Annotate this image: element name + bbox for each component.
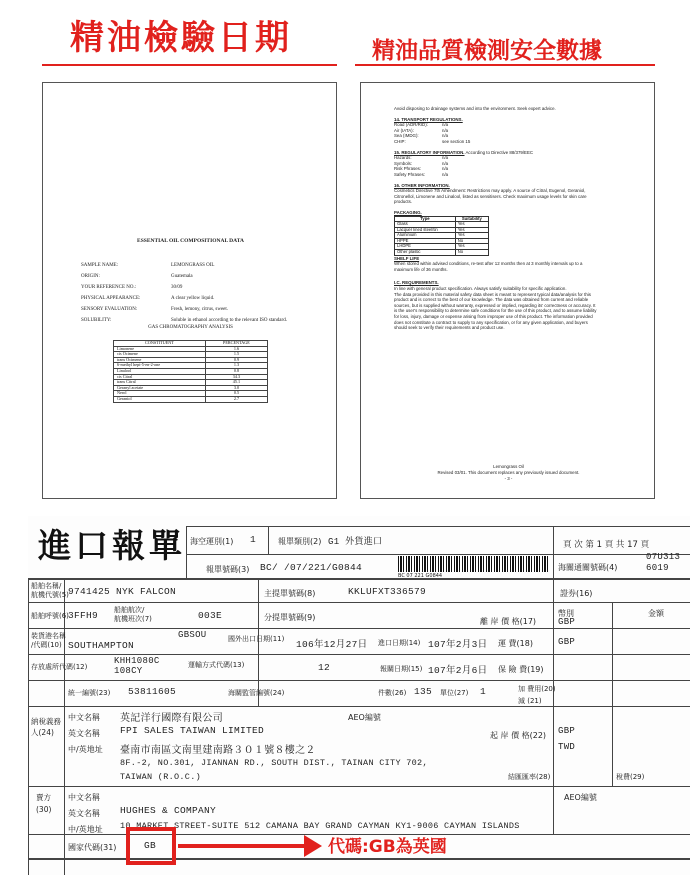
col-constituent: CONSTITUENT [114, 341, 206, 347]
s15-row-value: n/a [442, 166, 449, 172]
constituent-cell: 6-methyl hept-5-en-2-one [114, 363, 206, 369]
seller-en-label: 英文名稱 [68, 809, 100, 818]
country-label: 國家代碼(31) [68, 843, 117, 852]
packages-label: 件數(26) [378, 689, 407, 697]
s15-row-label: Risk Phrases: [394, 166, 422, 172]
country-highlight-box [126, 827, 176, 865]
constituent-cell: Geraniol [114, 396, 206, 402]
en-name-value: FPI SALES TAIWAN LIMITED [120, 725, 265, 736]
constituent-cell: cis Citral [114, 374, 206, 380]
addr-label: 中/英地址 [68, 745, 103, 754]
s16-title: 16. OTHER INFORMATION. [394, 182, 450, 188]
coa-row-label: SOLUBILITY: [81, 318, 112, 323]
req-text [394, 286, 624, 331]
barcode [398, 556, 548, 572]
unit-label: 單位(27) [440, 689, 469, 697]
currency-label: 幣別 [558, 609, 574, 618]
pack-suit-cell: Yes [455, 227, 488, 233]
en-name-label: 英文名稱 [68, 729, 100, 738]
pack-type-cell: Lacquer lined steel/tin [395, 227, 456, 233]
coa-row [81, 296, 321, 307]
cif-value: GBP [558, 726, 576, 736]
coa-row [81, 307, 321, 318]
req-line: should seek to verify their requirements and product use. [394, 325, 505, 331]
entry-date-value: 107年2月3日 [428, 639, 488, 650]
seller-en-value: HUGHES & COMPANY [120, 805, 217, 816]
hbl-label: 分提單號碼(9) [264, 613, 316, 622]
decl-date-label: 報關日期(15) [380, 665, 423, 673]
sds-footer1: Lemongrass Oil [493, 464, 524, 469]
customs-code-value: 1 [250, 534, 257, 545]
voyage-label: 船舶航次/ 航機班次(7) [114, 606, 152, 623]
seller-addr-label: 中/英地址 [68, 825, 103, 834]
percentage-cell: 1.5 [205, 352, 267, 358]
import-declaration-form [28, 516, 690, 875]
s14-row-value: n/a [442, 133, 449, 139]
s14-row-label: Road (ADR/RID): [394, 122, 428, 128]
s14-row-value: see section 15 [442, 138, 471, 144]
coa-row-value: Soluble in ethanol according to the relevant ISO standard. [171, 318, 287, 323]
customs-code-label: 海空運別(1) [190, 537, 234, 546]
shelf-text [394, 261, 624, 272]
constituent-cell: trans Citral [114, 380, 206, 386]
seller-cn-label: 中文名稱 [68, 793, 100, 802]
req-line: The data provided in this material safety data sheet is meant to represent typical data/analysis for this [394, 291, 591, 297]
s16-text [394, 188, 624, 205]
pack-type-cell: Glass [395, 222, 456, 228]
packaging-table [394, 216, 489, 256]
packages-value: 135 [414, 686, 433, 697]
pack-type-cell: HPPE [395, 238, 456, 244]
percentage-cell: 34.3 [205, 374, 267, 380]
addr-cn-value: 臺南市南區文南里建南路３０１號８樓之２ [120, 745, 316, 756]
coa-row-value: A clear yellow liquid. [171, 296, 215, 301]
decl-type-label: 報單類別(2) [278, 537, 322, 546]
voyage-value: 003E [198, 610, 223, 621]
coa-row-label: SENSORY EVALUATION: [81, 307, 138, 312]
page-indicator: 頁 次 第 1 頁 共 17 頁 [563, 540, 650, 550]
entry-date-label: 進口日期(14) [378, 639, 421, 647]
coa-row-value: Guatemala [171, 274, 193, 279]
percentage-cell: 0.9 [205, 357, 267, 363]
store-value: KHH1080C 108CY [114, 656, 160, 676]
import-date-label: 國外出口日期(11) [228, 635, 285, 643]
coa-row [81, 263, 321, 274]
constituents-table [113, 340, 268, 403]
decl-no-value: BC/ /07/221/G0844 [260, 562, 363, 573]
add-fee-label: 加 費用(20) [518, 685, 556, 693]
coa-row [81, 285, 321, 296]
s16-line: products. [394, 199, 413, 205]
s14-row-value: n/a [442, 127, 449, 133]
shelf-line: maximum life of 36 months. [394, 266, 448, 272]
s15-row-label: Hazards: [394, 155, 412, 161]
s14-row [394, 139, 624, 145]
twd-value: TWD [558, 742, 576, 752]
bl-label: 主提單號碼(8) [264, 589, 316, 598]
import-date-value: 106年12月27日 [296, 639, 368, 650]
percentage-cell: 3.0 [205, 385, 267, 391]
customs-no-label: 海關通關號碼(4) [558, 563, 618, 572]
seller-addr-value: 10 MARKET STREET-SUITE 512 CAMANA BAY GRAND CAYMAN KY1-9006 CAYMAN ISLANDS [120, 821, 520, 831]
importer-side-label: 納稅義務人(24) [31, 717, 61, 737]
constituent-cell: trans Ocimene [114, 357, 206, 363]
constituent-cell: Geranyl acetate [114, 385, 206, 391]
percentage-cell: 0.5 [205, 391, 267, 397]
percentage-cell: 45.1 [205, 380, 267, 386]
table-row [114, 396, 268, 402]
s14-title: 14. TRANSPORT REGULATIONS. [394, 116, 463, 122]
s15-title: 15. REGULATORY INFORMATION. [394, 149, 465, 155]
s14-rows [394, 122, 624, 144]
aeo2-label: AEO編號 [564, 793, 597, 802]
s16-line: Cosmetics Directive 7th Amendment: Restrictions may apply. A source of Citral, Eugenol, Geraniol, [394, 188, 586, 194]
s15-row-value: n/a [442, 160, 449, 166]
coa-row [81, 274, 321, 285]
call-label: 船舶呼號(6) [31, 612, 69, 620]
gc-title: GAS CHROMATOGRAPHY ANALYSIS [148, 325, 233, 330]
percentage-cell: 1.6 [205, 346, 267, 352]
pack-suit-cell: Yes [455, 222, 488, 228]
coa-row-value: 30/09 [171, 285, 183, 290]
sub-fee-label: 減 (21) [518, 697, 542, 705]
req-line: does not constitute a contract to supply to any specification, or for any given application, and buyers [394, 319, 588, 325]
req-line: for loss, injury, damage or expense arising from improper use of this product. The information provided [394, 314, 593, 319]
heading-left: 精油檢驗日期 [70, 18, 292, 58]
constituent-cell: Nerol [114, 391, 206, 397]
s14-row-value: n/a [442, 122, 449, 128]
customs-no-value: 07U313 6019 [646, 552, 681, 573]
pack-type-cell: Other plastic [395, 250, 456, 256]
seq-label: 證券(16) [560, 589, 593, 598]
supervise-label: 海關監管編號(24) [228, 689, 285, 697]
barcode-text: BC 07 221 G0844 [398, 573, 443, 579]
currency-value: GBP [558, 617, 576, 627]
ship-label: 船舶名稱/ 航機代號(5) [31, 582, 69, 599]
coa-row-label: ORIGIN: [81, 274, 100, 279]
sds-line0: Avoid disposing to drainage systems and into the environment. Seek expert advice. [394, 106, 556, 111]
s14-row-label: Air (IATA): [394, 127, 414, 133]
ship-value: 9741425 NYK FALCON [68, 586, 177, 597]
constituent-cell: cis Ocimene [114, 352, 206, 358]
addr-en2-value: TAIWAN (R.O.C.) [120, 772, 202, 782]
shelf-title: SHELF LIFE [394, 255, 420, 261]
pack-suit-cell: No [455, 250, 488, 256]
port-label: 裝貨港名稱 /代碼(10) [31, 632, 66, 649]
req-line: is the user's responsibility to determine safe conditions for the use of this product, and to assume liability [394, 308, 597, 314]
form-title: 進口報單 [38, 526, 186, 565]
amount-label: 金額 [648, 609, 664, 618]
call-value: 3FFH9 [68, 610, 99, 621]
s15-row-value: n/a [442, 171, 449, 177]
req-line: In line with general product specification. Always satisfy suitability for specific application. [394, 286, 567, 292]
transport-label: 運輸方式代碼(13) [188, 661, 245, 669]
sds-footer2: Revised 03/01. This document replaces any previously issued document. [437, 470, 580, 475]
s15-row-label: Safety Phrases: [394, 171, 425, 177]
coa-row-label: SAMPLE NAME: [81, 263, 119, 268]
cif-label: 起 岸 價 格(22) [490, 731, 547, 740]
req-title: I.C. REQUIREMENTS. [394, 280, 439, 286]
coa-rows [81, 263, 321, 329]
exrate-label: 結匯匯率(28) [508, 773, 551, 781]
s14-row-label: Sea (IMDG): [394, 133, 419, 139]
sds-footer3: - 3 - [504, 476, 513, 481]
pack-title: PACKAGING. [394, 209, 422, 215]
heading-left-underline [42, 64, 337, 66]
s15-row-label: Symbols: [394, 160, 413, 166]
s15-row-value: n/a [442, 155, 449, 161]
decl-no-label: 報單號碼(3) [206, 565, 250, 574]
pack-col-suit: Suitability [455, 216, 488, 222]
freight-label: 運 費(18) [498, 639, 533, 648]
uni-value: 53811605 [128, 686, 177, 697]
cn-name-value: 英記洋行國際有限公司 [120, 713, 223, 724]
cn-name-label: 中文名稱 [68, 713, 100, 722]
port-code: GBSOU [178, 630, 207, 640]
coa-row-value: LEMONGRASS OIL [171, 263, 215, 268]
coa-title: ESSENTIAL OIL COMPOSITIONAL DATA [137, 238, 244, 244]
heading-right: 精油品質檢測安全數據 [372, 38, 602, 64]
freight-value: GBP [558, 637, 576, 647]
tax-label: 稅費(29) [616, 773, 645, 781]
col-percentage: PERCENTAGE [205, 341, 267, 347]
insurance-label: 保 險 費(19) [498, 665, 544, 674]
constituent-cell: Linalool [114, 368, 206, 374]
country-annotation: 代碼:GB為英國 [328, 837, 447, 857]
port-value: SOUTHAMPTON [68, 640, 135, 651]
decl-type-value: G1 外貨進口 [328, 537, 383, 547]
percentage-cell: 0.8 [205, 368, 267, 374]
store-label: 存放處所代碼(12) [31, 663, 88, 671]
sds-body [394, 106, 624, 331]
pack-suit-cell: Yes [455, 244, 488, 250]
seller-side-label: 賣方(30) [36, 793, 52, 814]
country-value: GB [144, 840, 157, 851]
coa-row-label: YOUR REFERENCE NO.: [81, 285, 137, 290]
decl-date-value: 107年2月6日 [428, 665, 488, 676]
shelf-line: When stored within advised conditions, re-test after 12 months then at 3 monthly intervals up to a [394, 261, 583, 267]
coa-row-value: Fresh, lemony, citrus, sweet. [171, 307, 229, 312]
unit-value: 1 [480, 686, 487, 697]
req-line: product and is correct to the best of our knowledge. The data was obtained from current and reliable [394, 297, 589, 303]
pack-type-cell: Aluminium [395, 233, 456, 239]
fob-label: 離 岸 價 格(17) [480, 617, 537, 626]
percentage-cell: 1.3 [205, 363, 267, 369]
arrow-line [178, 844, 308, 848]
pack-col-type: Type [395, 216, 456, 222]
s15-row [394, 172, 624, 178]
pack-type-cell: LHDPE [395, 244, 456, 250]
req-line: sources, but is supplied without warranty, expressed or implied, regarding its' correctness or accuracy. It [394, 302, 596, 308]
aeo-label: AEO編號 [348, 713, 381, 722]
pack-suit-cell: No [455, 238, 488, 244]
table-row [395, 250, 489, 256]
s16-line: Citronellol, Limonene and Linalool, listed as sensitisers. Check maximum usage levels for skin care [394, 193, 587, 199]
percentage-cell: 2.7 [205, 396, 267, 402]
bl-value: KKLUFXT336579 [348, 586, 427, 597]
s15-rows [394, 155, 624, 177]
heading-right-underline [355, 64, 655, 66]
arrow-head-icon [304, 835, 322, 857]
coa-row-label: PHYSICAL APPEARANCE: [81, 296, 141, 301]
pack-suit-cell: Yes [455, 233, 488, 239]
addr-en-value: 8F.-2, NO.301, JIANNAN RD., SOUTH DIST., TAINAN CITY 702, [120, 758, 428, 768]
transport-value: 12 [318, 662, 331, 673]
s15-note: According to Directive 88/379/EEC [465, 149, 534, 155]
coa-document [42, 82, 337, 499]
sds-document [360, 82, 655, 499]
uni-label: 統一編號(23) [68, 689, 111, 697]
constituent-cell: Limonene [114, 346, 206, 352]
s14-row-label: CHIP: [394, 138, 406, 144]
